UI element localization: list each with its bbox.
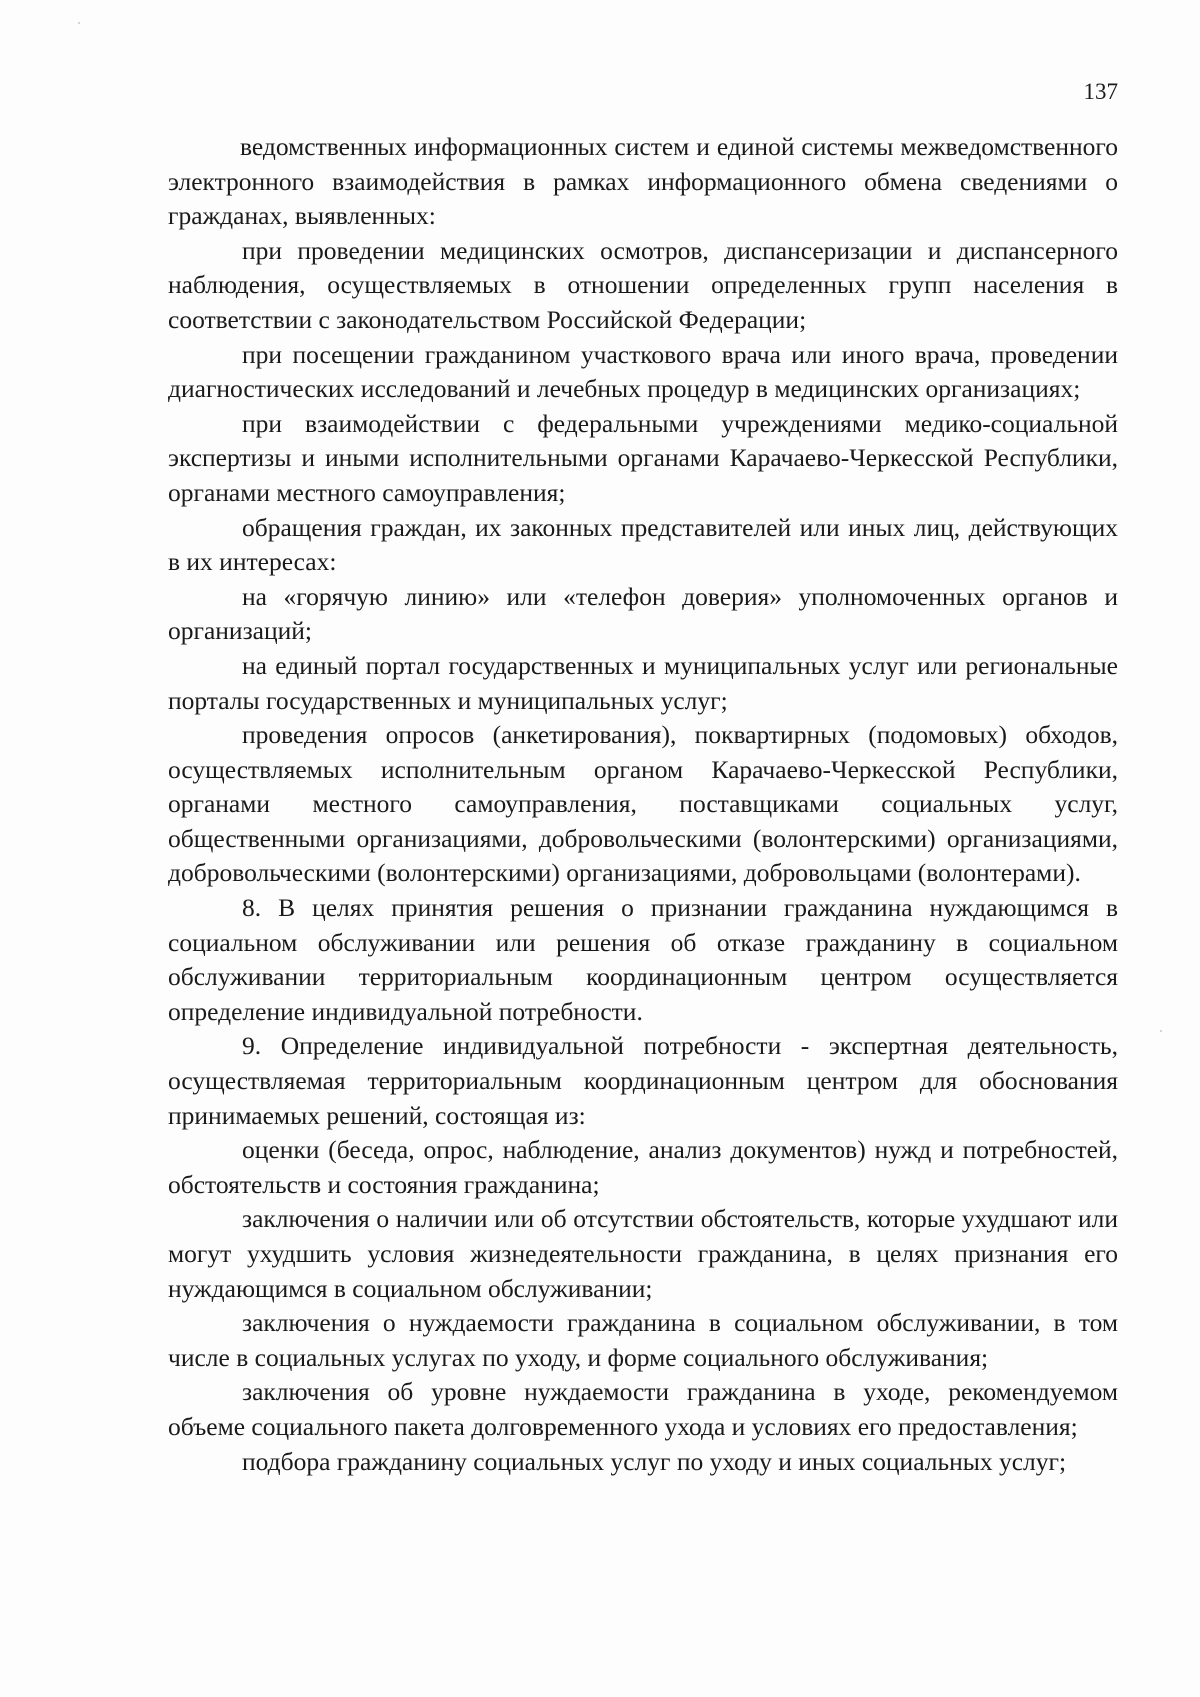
paragraph-service-selection: подбора гражданину социальных услуг по уходу и иных социальных услуг; xyxy=(242,1446,1067,1476)
page-number: 137 xyxy=(1083,79,1118,104)
paragraph-need-conclusion: заключения о нуждаемости гражданина в социальном обслуживании, в том числе в социальных услугах по уходу, и форме социального обслуживания; xyxy=(168,1308,1118,1372)
paragraph-citizen-appeals: обращения граждан, их законных представителей или иных лиц, действующих в их интересах: xyxy=(168,512,1118,577)
paragraph-medical-checkups: при проведении медицинских осмотров, диспансеризации и диспансерного наблюдения, осуществляемых в отношении определенных групп населения в соответствии с законодательством Российской Федерации; xyxy=(168,235,1118,334)
paragraph-circumstances-conclusion: заключения о наличии или об отсутствии обстоятельств, которые ухудшают или могут ухудшить условия жизнедеятельности гражданина, в целях признания его нуждающимся в социальном обслуживании; xyxy=(168,1204,1118,1303)
document-body xyxy=(168,130,1118,1479)
paragraph-assessment: оценки (беседа, опрос, наблюдение, анализ документов) нужд и потребностей, обстоятельств и состояния гражданина; xyxy=(168,1135,1118,1199)
paragraph-continuation: ведомственных информационных систем и единой системы межведомственного электронного взаимодействия в рамках информационного обмена сведениями о гражданах, выявленных: xyxy=(168,132,1118,231)
paragraph-public-portal: на единый портал государственных и муниципальных услуг или региональные порталы государственных и муниципальных услуг; xyxy=(168,650,1118,715)
paragraph-doctor-visit: при посещении гражданином участкового врача или иного врача, проведении диагностических исследований и лечебных процедур в медицинских организациях; xyxy=(168,339,1118,404)
paragraph-item-9: 9. Определение индивидуальной потребности - экспертная деятельность, осуществляемая территориальным координационным центром для обоснования принимаемых решений, состоящая из: xyxy=(168,1031,1118,1130)
paragraph-item-8: 8. В целях принятия решения о признании гражданина нуждающимся в социальном обслуживании или решения об отказе гражданину в социальном обслуживании территориальным координационным центром осуществляется определение индивидуальной потребности. xyxy=(168,893,1118,1026)
scan-speck xyxy=(1160,1030,1162,1032)
paragraph-care-level-conclusion: заключения об уровне нуждаемости гражданина в уходе, рекомендуемом объеме социального пакета долговременного ухода и условиях его предоставления; xyxy=(168,1377,1118,1441)
paragraph-mse-interaction: при взаимодействии с федеральными учреждениями медико-социальной экспертизы и иными исполнительными органами Карачаево-Черкесской Республики, органами местного самоуправления; xyxy=(168,408,1118,507)
scan-speck xyxy=(78,22,80,24)
paragraph-surveys: проведения опросов (анкетирования), поквартирных (подомовых) обходов, осуществляемых исполнительным органом Карачаево-Черкесской Республики, органами местного самоуправления, поставщиками социальных услуг, общественными организациями, добровольческими (волонтерскими) организациями, добровольческими (волонтерскими) организациями, добровольцами (волонтерами). xyxy=(168,720,1118,888)
paragraph-hotline: на «горячую линию» или «телефон доверия» уполномоченных органов и организаций; xyxy=(168,581,1118,646)
